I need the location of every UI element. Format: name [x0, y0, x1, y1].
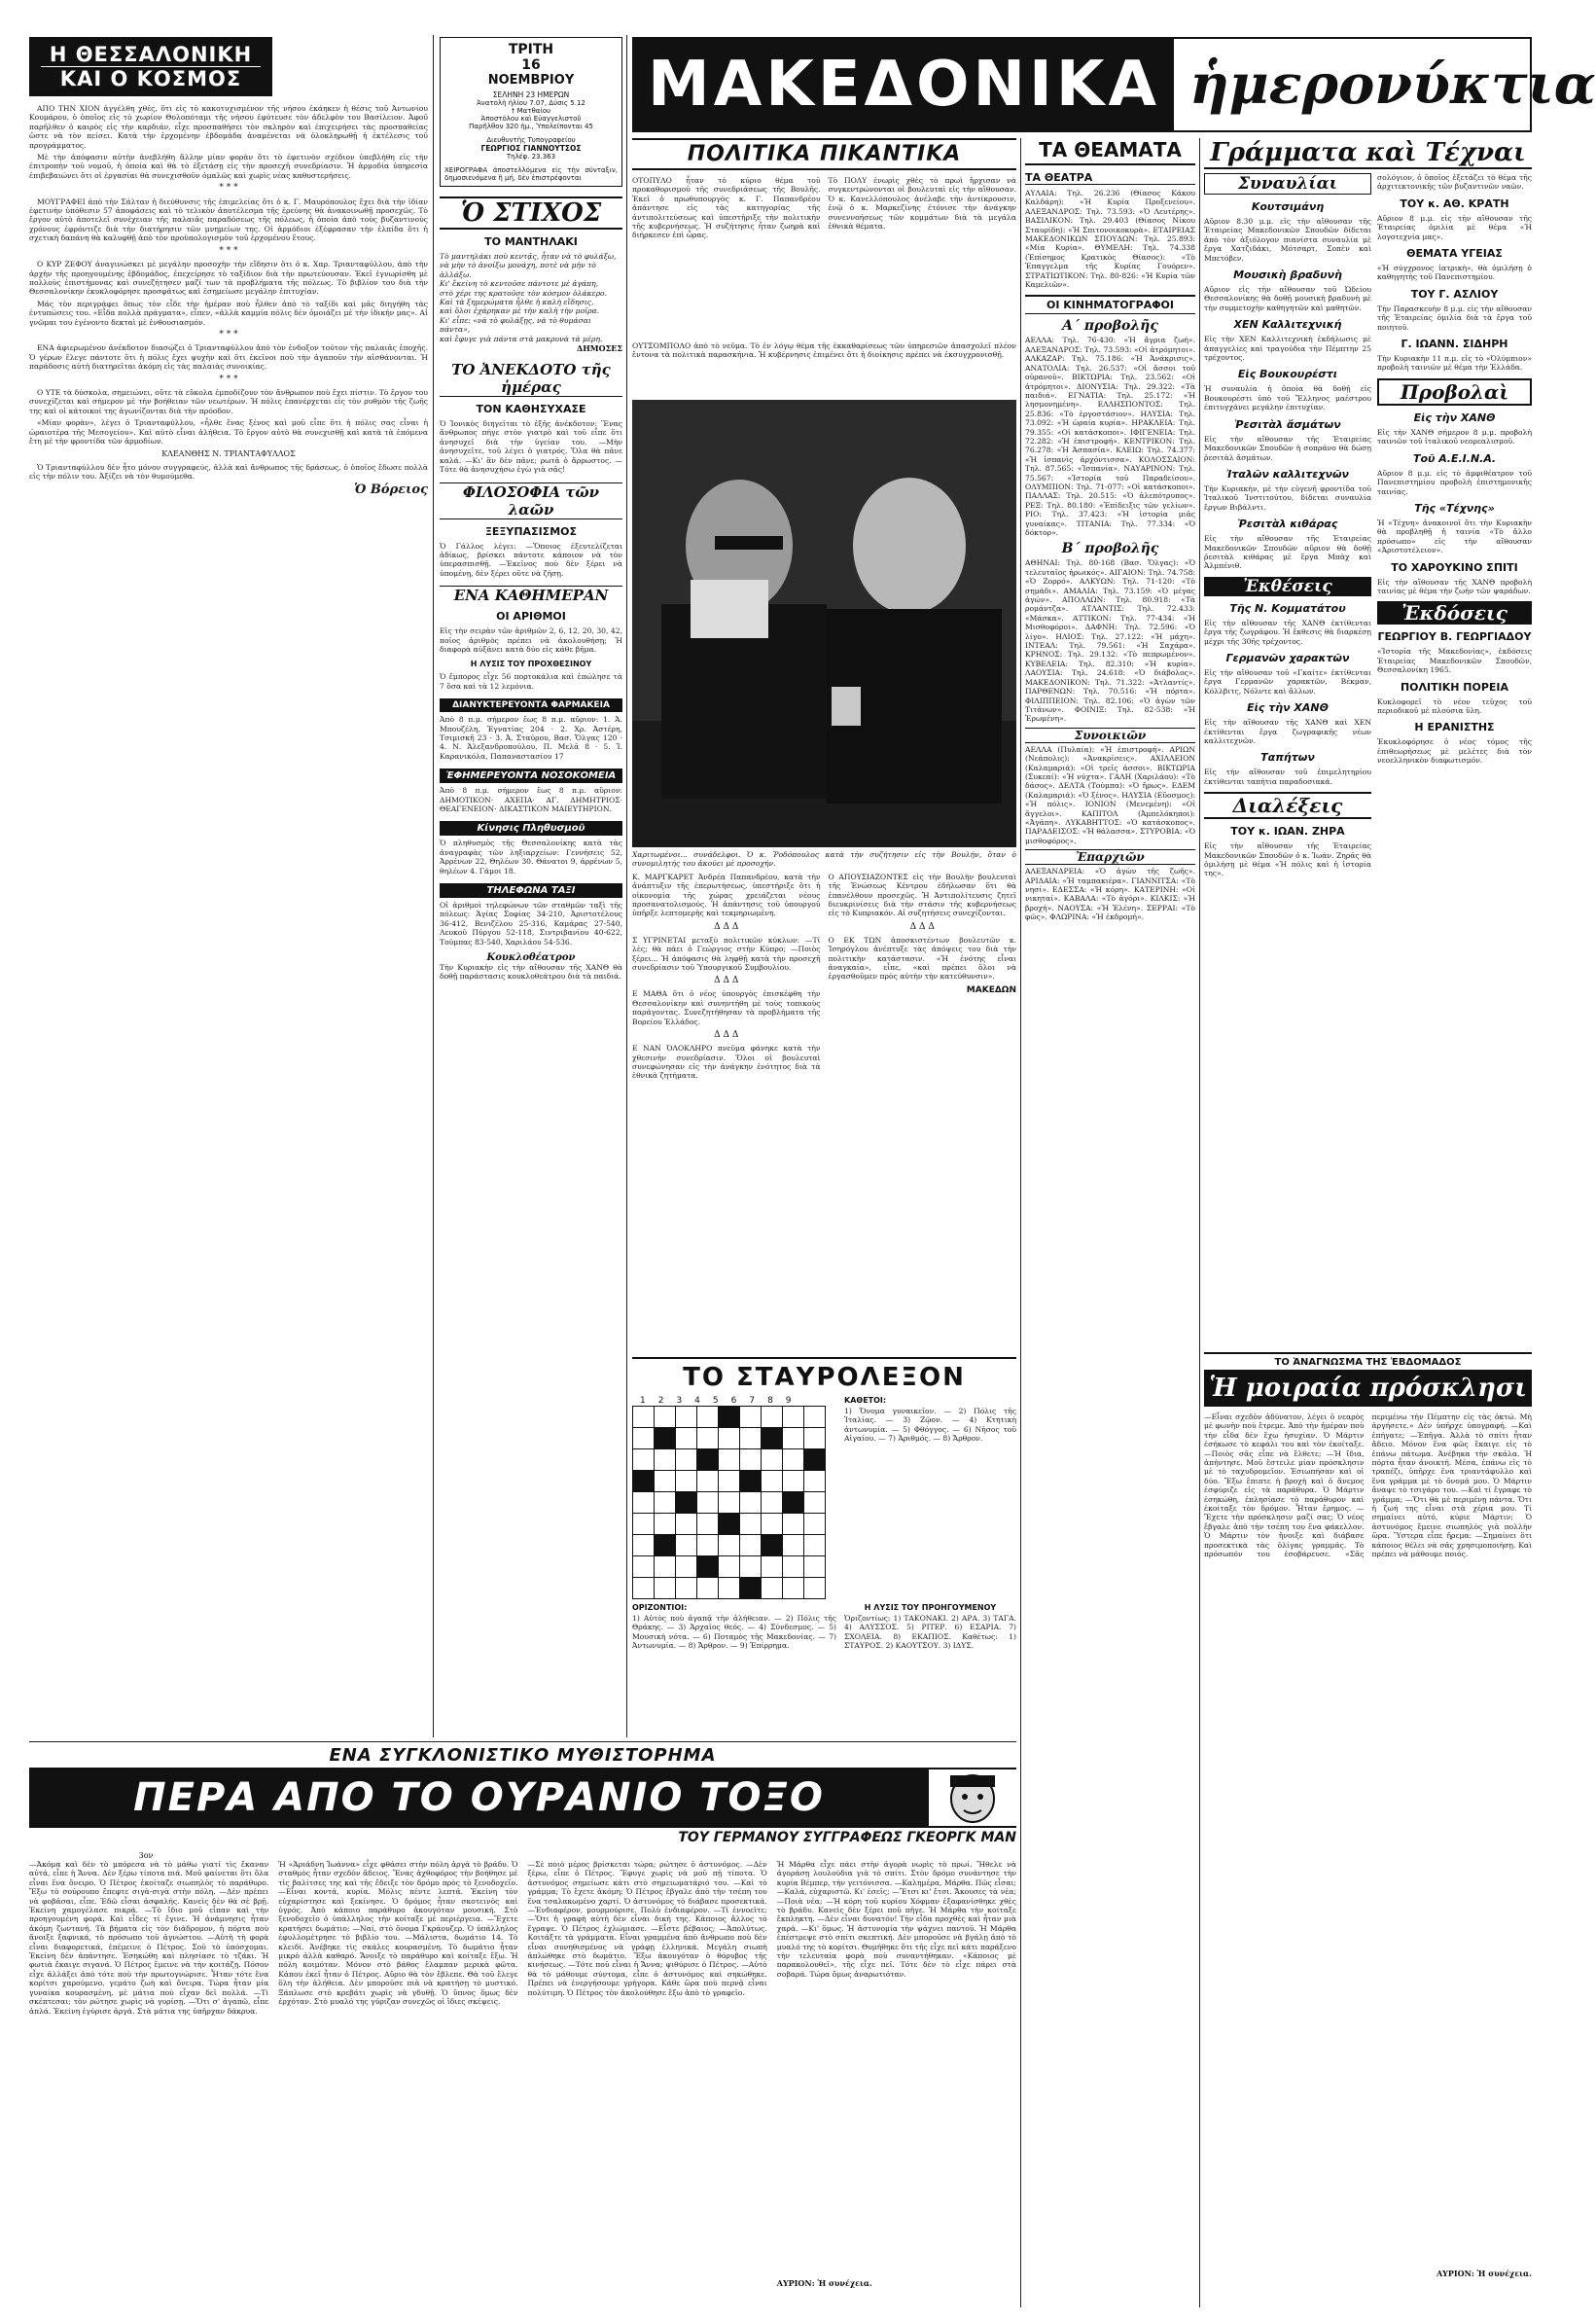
divider-stars: * * *	[219, 183, 238, 194]
farmakeia-heading: ΔΙΑΝΥΚΤΕΡΕΥΟΝΤΑ ΦΑΡΜΑΚΕΙΑ	[440, 698, 622, 712]
p4-heading: ΤΟ ΧΑΡΟΥΚΙΝΟ ΣΠΙΤΙ	[1391, 560, 1518, 574]
theatres-list: ΑΥΛΑΙΑ: Τηλ. 26.236 (Θίασος Κάκου Καλδάρη): «Ἡ Κυρία Προξενείου». ΑΛΕΞΑΝΔΡΟΣ: Τηλ. 73.593: «Ὁ Λευτέρης». ΒΑΣΙΛΙΚΟΝ: Τηλ. 29.403 (Θίασος Νίκου Σταυρίδη): «Ἡ Σπιτονοικοκυρὰ». ΕΤΑΙΡΕΙΑΣ ΜΑΚΕΔΟΝΙΚΩΝ ΣΠΟΥΔΩΝ: Τηλ. 25.893: «Μία Κυρία». ΘΥΜΕΛΗ: Τηλ. 74.338 (Ἐπίσημος Κρατικὸς Θίασος): «Τὸ Ἐπαγγελμα τῆς Κυρίας Γουόρεν». ΣΤΡΑΤΙΩΤΙΚΟΝ: Τηλ. 80-826: «Ἡ Κυρία τῶν Καμελιῶν».	[1025, 189, 1195, 290]
director-label: Διευθυντὴς Τυπογραφείου	[486, 136, 576, 144]
synaulies-heading: Συναυλίαι	[1204, 173, 1371, 195]
crossword-grid-wrap	[632, 1396, 836, 1599]
ektheseis-heading: Ἐκθέσεις	[1204, 577, 1371, 596]
first-run-heading: Α΄ προβολῆς	[1062, 318, 1158, 335]
s3-heading: ΧΕΝ Καλλιτεχνική	[1233, 318, 1342, 332]
e2-heading: Γερμανῶν χαρακτῶν	[1225, 651, 1350, 664]
column-rule	[626, 35, 627, 1737]
c4-h4: Γ. ΙΩΑΝΝ. ΣΙΔΗΡΗ	[1401, 338, 1508, 351]
c4-h3: ΤΟΥ Γ. ΑΣΛΙΟΥ	[1410, 287, 1499, 301]
anekdoto-subheading: ΤΟΝ ΚΑΘΗΣΥΧΑΣΕ	[476, 403, 586, 416]
crossword-solution: Ὁριζοντίως: 1) ΤΑΚΟΝΑΚΙ. 2) ΑΡΑ. 3) ΤΑΓΑ. 4) ΑΛΥΣΣΟΣ. 5) ΡΙΤΕΡ. 6) ΕΣΑΡΙΑ. 7) ΣΧΟΛΕΙΑ. 8) ΕΚΑΠΙΟΣ. Καθέτως: 1) ΣΤΑΥΡΟΣ. 2) ΚΑΟΥΤΣΟΥ. 3) ΙΔΥΣ.	[844, 1614, 1016, 1651]
date-sun: Ἀνατολὴ ἡλίου 7.07, Δύσις 5.12	[477, 99, 585, 107]
thessaloniki-p1: ΑΠΟ ΤΗΝ ΧΙΟΝ ἀγγέλθη χθές, ὅτι εἰς τὸ κακοτυχισμένον τῆς νήσου ἐκάηκεν ἡ θέσις τοῦ Ἀντωνίου Κουμάρου, ὁ ὁποῖος εἰς τὸ χωρίον Θολοπόταμι τῆς νήσου ἐφύτευσε τὸν ἀδελφὸν του Βασίλειον. Ἀφοῦ παρῆλθεν ὁ καιρὸς εἰς τὴν καρδιάν, εἶχε προσπαθήσει τὸν σκληρὸν καὶ ἐπιχειρήσει τὰς προσπαθείας ὥστε νὰ τὸν πείσει. Κατὰ τὴν ἐρχομένην ἑβδομάδα ἀναμένεται νὰ ὁλοκληρωθῇ ἡ ἐκτέλεσις τοῦ προγράμματος.	[29, 104, 428, 150]
serial-col-4: Ἡ Μάρθα εἶχε πάει στὴν ἀγορὰ νωρὶς τὸ πρωί. Ἤθελε νὰ ἀγοράσῃ λουλούδια γιὰ τὸ σπίτι. Στὸν δρόμο συνάντησε τὴν κυρία Βέμπερ, τὴν γειτόνισσα. —Καλημέρα, Μάρθα. Πῶς εἶσαι; —Καλά, εὐχαριστῶ. Κι' ἐσεῖς; —Ἔτσι κι' ἔτσι. Ἄκουσες τὰ νέα; —Ποιὰ νέα; —Ἡ κόρη τοῦ κυρίου Χόφμαν ἐξαφανίσθηκε χθὲς τὸ βράδυ. Κανεὶς δὲν ξέρει ποῦ πῆγε. Ἡ Μάρθα τὴν κοίταξε ἔκπληκτη. —Δὲν εἶναι δυνατόν! Τὴν εἶδα προχθὲς καὶ ἦταν μιὰ χαρά. —Κι' ὅμως. Ἡ ἀστυνομία τὴν ψάχνει παντοῦ. Ἡ Μάρθα ἐπέστρεψε στὸ σπίτι σκεπτική. Δὲν μποροῦσε νὰ βγάλῃ ἀπὸ τὸ μυαλό της τὸ κορίτσι. Θυμήθηκε ὅτι τῆς εἶχε πεῖ κάτι παράξενο τὴν τελευταία φορὰ ποὺ συναντήθηκαν. «Κάποιος μὲ παρακολουθεῖ», τῆς εἶχε πεῖ. Τότε δὲν τὸ εἶχε πάρει στὰ σοβαρά. Τώρα ὅμως ἀναρωτιόταν.	[776, 1860, 1016, 1979]
thessaloniki-author: Ὁ Βόρειος	[354, 482, 428, 497]
column-rule	[1020, 138, 1021, 2307]
politika-low-right: Ο ΑΠΟΥΣΙΑΖΟΝΤΕΣ εἰς τὴν Βουλὴν βουλευταὶ τῆς Ἑνώσεως Κέντρου ἐδήλωσαν ὅτι θὰ ἐπανέλθουν προσεχῶς. Ἡ Ἀντιπολίτευσις ζητεῖ διευκρινίσεις διὰ τὴν στάσιν τῆς κυβερνήσεως εἰς τὸ Κυπριακόν. Αἱ συζητήσεις συνεχίζονται.	[828, 872, 1016, 918]
c4-2: «Ἡ σύγχρονος ἰατρικὴ», θὰ ὁμιλήσῃ ὁ καθηγητὴς τοῦ Πανεπιστημίου.	[1377, 264, 1532, 282]
s2-heading: Μουσικὴ βραδυνὴ	[1233, 268, 1342, 282]
anagnosma-text: —Εἶναι σχεδὸν ἀδύνατον, λέγει ὁ νεαρὸς μὲ φωνὴν ποὺ ἔτρεμε. Ἀπὸ τὴν ἡμέραν ποὺ τὴν εἶδα δὲν ἔχω ἡσυχίαν. Ὁ Μάρτιν ἐσήκωσε τὸ κεφάλι του καὶ τὸν ἐκοίταξε. —Ποιὸς σᾶς εἶπε νὰ ἔλθετε; —Ἡ ἴδια, ἀπήντησε. Μοῦ ἔστειλε μίαν πρόσκλησιν μὲ τὸ ταχυδρομεῖον. Ἐσιωπήσαν καὶ οἱ δύο. Ἔξω ἔπιπτε ἡ βροχὴ καὶ ὁ ἄνεμος ἐσφύριζε εἰς τὰ παράθυρα. Ὁ Μάρτιν ἐσηκώθη, ἐπλησίασε τὸ παράθυρον καὶ ἐκοίταξε τὸν δρόμον. Ἦταν ἔρημος. —Ἔχετε τὴν πρόσκλησιν μαζί σας; Ὁ νέος ἔβγαλε ἀπὸ τὴν τσέπη του ἕνα φάκελλον. Ὁ Μάρτιν τὸν ἤνοιξε καὶ διάβασε προσεκτικὰ τὰς ὀλίγας γραμμάς. Τὸ πρόσωπόν του ἐσοβάρευσε. «Σᾶς περιμένω τὴν Πέμπτην εἰς τὰς ὀκτώ. Μὴ ἀργήσετε.» Δὲν ὑπῆρχε ὑπογραφή. —Καὶ ἐπήγατε; —Ἐπῆγα. Ἀλλὰ τὸ σπίτι ἦταν ἄδειο. Μόνον ἕνα φῶς ἔκαιγε εἰς τὸ ἐπάνω πάτωμα. Ἀνέβηκα τὴν σκάλα. Ἡ πόρτα ἦταν ἀνοικτή. Μέσα, ἐπάνω εἰς τὸ τραπέζι, ὑπῆρχε ἕνα τριαντάφυλλο καὶ ἕνα γράμμα μὲ τὸ ὄνομά μου. Ὁ Μάρτιν ἄναψε τὸ τσιγάρο του. —Καὶ τί ἔγραφε τὸ γράμμα; —Ὅτι θὰ μὲ περιμένῃ πάντα. Ὅτι ἡ ζωή της εἶναι στὰ χέρια μου. Τί σημαίνει αὐτό, κύριε Μάρτιν; Ὁ ἀστυνόμος ἔμεινε σιωπηλὸς γιὰ πολλὴν ὥρα. Ὕστερα εἶπε ἤρεμα: —Σημαίνει ὅτι κάποιος θέλει νὰ σᾶς χρησιμοποιήσῃ. Καὶ πρέπει νὰ μάθουμε ποιός.	[1204, 1412, 1532, 1559]
thessaloniki-p6: ΕΝΑ ἀφιερωμένον ἀνέκδοτον διασῴζει ὁ Τριανταφύλλου ἀπὸ τὸν ἐνδοξον τούτον τῆς παλαιᾶς ἐποχῆς. Ὁ γέρων ἔλεγε πάντοτε ὅτι ἡ πόλις ἔχει ψυχὴν καὶ ὅτι ἐκεῖνοι ποὺ τὴν ἀγαποῦν τὴν αἰσθάνονται. Ἡ παράδοσις αὐτὴ διατηρεῖται ἀκόμη εἰς τὰς παλαιὰς συνοικίας.	[29, 343, 428, 372]
s7-heading: Ῥεσιτὰλ κιθάρας	[1237, 518, 1338, 531]
cinemas-heading: ΟΙ ΚΙΝΗΜΑΤΟΓΡΑΦΟΙ	[1025, 295, 1195, 314]
date-line5: Παρῆλθον 320 ἡμ., Ὑπολείπονται 45	[469, 123, 593, 130]
crossword-vertical-title: ΚΑΘΕΤΟΙ:	[844, 1396, 887, 1405]
filosofia-subheading: ΞΕΞΥΠΑΣΙΣΜΟΣ	[484, 524, 578, 538]
thessaloniki-p2: Μὲ τὴν ἀπόφασιν αὐτὴν ἀνεβλήθη ἄλλην μίαν φορὰν ὅτι τὸ ἐφετινὸν σχέδιον ὑπεβλήθη εἰς τὴν ἐπιτροπὴν τοῦ νομοῦ, ἡ ὁποία καὶ θὰ τὸ ἐξετάσῃ εἰς τὴν προσεχῆ συνεδρίασιν. Ἡ ἀρμοδία ὑπηρεσία ἐπιβεβαιώνει ὅτι οἱ ἐργασίαι θὰ συνεχισθοῦν ὁμαλῶς καὶ χωρὶς νέας καθυστερήσεις.	[29, 153, 428, 180]
p2-text: Αὔριον 8 μ.μ. εἰς τὸ ἀμφιθέατρον τοῦ Πανεπιστημίου προβολὴ ἐπιστημονικῆς ταινίας.	[1377, 468, 1532, 496]
s6-heading: Ἰταλῶν καλλιτεχνῶν	[1225, 467, 1350, 481]
crossword-horizontal-clues: 1) Αὐτὸς ποὺ ἀγαπᾷ τὴν ἀλήθειαν. — 2) Πόλις τῆς Θράκης. — 3) Ἀρχαῖος θεός. — 4) Σύνδεσμος. — 5) Μουσικὴ νότα. — 6) Ποταμὸς τῆς Μακεδονίας. — 7) Ἀντωνυμία. — 8) Ἄρθρον. — 9) Ἐπίρρημα.	[632, 1614, 836, 1651]
photo-caption: Χαριτωμένοι... συνάδελφοι. Ὁ κ. Ῥοδόπουλος κατὰ τὴν συζήτησιν εἰς τὴν Βουλήν, ὅταν ὁ συνομιλητής του ἀκούει μὲ προσοχήν.	[632, 850, 1016, 869]
e1-text: Εἰς τὴν αἴθουσαν τῆς ΧΑΝΘ ἐκτίθενται ἔργα τῆς ζωγράφου. Ἡ ἔκθεσις θὰ διαρκέσῃ μέχρι τῆς 30ῆς τρέχοντος.	[1204, 618, 1371, 646]
dialexeis-heading: Διαλέξεις	[1204, 792, 1371, 819]
filosofia-heading: ΦΙΛΟΣΟΦΙΑ τῶν λαῶν	[440, 482, 622, 519]
politika-left-text: ΟΤΟΠΥΛΟ ἦταν τὸ κύριο θέμα τοῦ προκαθορισμοῦ τῆς συνεδριάσεως τῆς Βουλῆς. Ἐκεῖ ὁ πρωθυπουργὸς κ. Γ. Παπανδρέου ἀπάντησε εἰς τὰς κατηγορίας τῆς ἀντιπολιτεύσεως καὶ ὑπεστήριξε τὴν πολιτικὴν τῆς κυβερνήσεως. Ἡ συζήτησις ἦταν ζωηρὰ καὶ διήρκεσεν ἐπὶ ὧρας.	[632, 176, 821, 240]
thessaloniki-body	[29, 104, 428, 497]
director-name: ΓΕΩΡΓΙΟΣ ΓΙΑΝΝΟΥΤΣΟΣ	[480, 144, 582, 153]
taxi-text: Οἱ ἀριθμοὶ τηλεφώνων τῶν σταθμῶν ταξὶ τῆς πόλεως: Ἁγίας Σοφίας 34-210, Ἀριστοτέλους 36-412, Βενιζέλου 25-316, Καμάρας 27-540, Λευκοῦ Πύργου 52-118, Σιντριβανίου 40-622, Τούμπας 83-540, Χαριλάου 54-536.	[440, 901, 622, 947]
parliament-photo	[632, 400, 1016, 847]
serial-col-3: —Σὲ ποιὸ μέρος βρίσκεται τώρα; ρώτησε ὁ ἀστυνόμος. —Δὲν ξέρω, εἶπε ὁ Πέτρος. Ἔφυγε χωρὶς νὰ μοῦ πῇ τίποτα. Ὁ ἀστυνόμος σημείωσε κάτι στὸ σημειωματάριό του. —Καὶ τὸ γράμμα; Τὸ ἔχετε ἀκόμη; Ὁ Πέτρος ἔβγαλε ἀπὸ τὴν τσέπη του ἕνα τσαλακωμένο χαρτί. Ὁ ἀστυνόμος τὸ διάβασε προσεκτικά. —Ἐνδιαφέρον, μουρμούρισε. Πολὺ ἐνδιαφέρον. —Τί ἐννοεῖτε; —Ὅτι ἡ γραφὴ αὐτὴ δὲν εἶναι δική της. Κάποιος ἄλλος τὸ ἔγραψε. Ὁ Πέτρος ἐχλώμιασε. —Εἶστε βέβαιος; —Ἀπολύτως. Κοιτάξτε τὰ γράμματα. Εἶναι γραμμένα ἀπὸ ἄνθρωπο ποὺ δὲν εἶναι συνηθισμένος νὰ γράφῃ ἑλληνικά. Μεγάλη σιωπὴ ἀπλώθηκε στὸ δωμάτιο. Ἔξω ἀκουγόταν ὁ θόρυβος τῆς κινήσεως. —Τότε ποῦ εἶναι ἡ Ἄννα; ψιθύρισε ὁ Πέτρος. —Αὐτὸ θὰ τὸ μάθουμε σύντομα, εἶπε ὁ ἀστυνόμος καὶ σηκώθηκε. Πρέπει νὰ ἐνεργήσουμε γρήγορα. Κάθε ὥρα ποὺ περνᾷ εἶναι πολύτιμη. Ὁ Πέτρος τὸν ἀκολούθησε ἔξω ἀπὸ τὸ γραφεῖο.	[527, 1860, 767, 1997]
anagnosma-kicker: ΤΟ ἈΝΑΓΝΩΣΜΑ ΤΗΣ ἙΒΔΟΜΑΔΟΣ	[1274, 1357, 1462, 1368]
kouklothetro-text: Τὴν Κυριακὴν εἰς τὴν αἴθουσαν τῆς ΧΑΝΘ θὰ δοθῇ παράστασις κουκλοθεάτρου διὰ τὰ παιδιά.	[440, 963, 622, 982]
provinces-list: ΑΛΕΞΑΝΔΡΕΙΑ: «Ὁ ἀγὼν τῆς ζωῆς». ΑΡΙΔΑΙΑ: «Ἡ ταμπακιέρα». ΓΙΑΝΝΙΤΣΑ: «Τὸ νησί». ΕΔΕΣΣΑ: «Ἡ κόρη». ΚΑΤΕΡΙΝΗ: «Οἱ νικηταί». ΚΑΒΑΛΑ: «Τὸ ἀγόρι». ΚΙΛΚΙΣ: «Ἡ βροχή». ΝΑΟΥΣΑ: «Ἡ Ἐλένη». ΣΕΡΡΑΙ: «Τὸ φῶς». ΦΛΩΡΙΝΑ: «Ἡ ἐκδρομή».	[1025, 867, 1195, 922]
column-rule	[433, 35, 434, 1737]
s6-text: Τὴν Κυριακὴν, μὲ τὴν εὐγενῆ φροντίδα τοῦ Ἰταλικοῦ Ἰνστιτούτου, δίδεται συναυλία ἔργων Βιβάλντι.	[1204, 483, 1371, 512]
crossword-vertical-clues: 1) Ὄνομα γυναικεῖον. — 2) Πόλις τῆς Ἰταλίας. — 3) Ζῷον. — 4) Κτητικὴ ἀντωνυμία. — 5) Φθόγγος. — 6) Νῆσος τοῦ Αἰγαίου. — 7) Ἀριθμός. — 8) Ἄρθρον.	[844, 1407, 1016, 1444]
stichos-heading: Ὁ ΣΤΙΧΟΣ	[440, 197, 622, 230]
s3-text: Εἰς τὴν ΧΕΝ Καλλιτεχνικὴ ἐκδήλωσις μὲ ἀπαγγελίες καὶ τραγούδια τὴν Πέμπτην 25 τρέχοντος.	[1204, 335, 1371, 363]
serial-byline: ΤΟΥ ΓΕΡΜΑΝΟΥ ΣΥΓΓΡΑΦΕΩΣ ΓΚΕΟΡΓΚ ΜΑΝ	[678, 1830, 1016, 1845]
suburbs-list: ΑΕΛΛΑ (Πυλαία): «Ἡ ἐπιστροφή». ΑΡΙΩΝ (Νεάπολις): «Ἀνακρίσεις». ΑΧΙΛΛΕΙΟΝ (Καλαμαριά): «Οἱ τρεῖς ἀσσοι». ΒΙΚΤΩΡΙΑ (Συκεαί): «Ἡ νύχτα». ΓΑΛΗ (Χαριλάου): «Τὸ δάσος». ΔΕΛΤΑ (Τούμπα): «Ὁ ἥρως». ΕΔΕΜ (Καλαμαριά): «Ὁ ξένος». ΗΛΥΣΙΑ (Εὔοσμος): «Ἡ πόλις». ΙΟΝΙΟΝ (Μενεμένη): «Οἱ ἄγγελοι». ΚΑΠΙΤΟΛ (Ἀμπελόκηποι): «Ἀγάπη». ΛΥΚΑΒΗΤΤΟΣ: «Ὁ κατάσκοπος». ΠΑΡΑΔΕΙΣΟΣ: «Ἡ θάλασσα». ΣΤΥΡΟΒΙΑ: «Ὁ μισθοφόρος».	[1025, 744, 1195, 845]
e4-heading: Ταπήτων	[1260, 751, 1315, 765]
ena-kathimeran-solution: Ὁ ἔμπορος εἶχε 56 πορτοκάλια καὶ ἐπώλησε τὰ 7 ὅσα καὶ τὰ 12 λεμόνια.	[440, 672, 622, 691]
divider-delta: Δ Δ Δ	[714, 1030, 739, 1041]
politika-low-left-3: Ε ΜΑΘΑ ὅτι ὁ νέος ὑπουργὸς ἐπισκέφθη τὴν Θεσσαλονίκην καὶ συνηντήθη μὲ τοὺς τοπικοὺς παράγοντας. Συνεζητήθησαν τὰ προβλήματα τῆς Βορείου Ἑλλάδος.	[632, 989, 821, 1026]
p1-text: Εἰς τὴν ΧΑΝΘ σήμερον 8 μ.μ. προβολὴ ταινιῶν τοῦ ἰταλικοῦ νεορεαλισμοῦ.	[1377, 427, 1532, 447]
kinisi-text: Ὁ πληθυσμὸς τῆς Θεσσαλονίκης κατὰ τὰς ἀναγραφὰς τῶν ληξιαρχείων: Γεννήσεις 52, Ἀρρένων 22, Θηλέων 30. Θάνατοι 9, ἀρρένων 5, θηλέων 4. Γάμοι 18.	[440, 839, 622, 876]
e4-text: Εἰς τὴν αἴθουσαν τοῦ ἐπιμελητηρίου ἐκτίθενται ταπήτια παραδοσιακά.	[1204, 768, 1371, 786]
grammata-heading: Γράμματα καὶ Τέχναι	[1204, 138, 1532, 169]
p2-heading: Τοῦ Α.Ε.Ι.Ν.Α.	[1412, 451, 1497, 465]
s2-text: Αὔριον εἰς τὴν αἴθουσαν τοῦ Ὠδείου Θεσσαλονίκης θὰ δοθῇ μουσικὴ βραδυνὴ μὲ τὴν συμμετοχὴν καθηγητῶν καὶ μαθητῶν.	[1204, 285, 1371, 312]
crossword-horizontal-title: ΟΡΙΖΟΝΤΙΟΙ:	[632, 1603, 688, 1612]
c4-h1: ΤΟΥ κ. ΑΘ. ΚΡΑΤΗ	[1400, 197, 1509, 210]
provinces-heading: Ἐπαρχιῶν	[1025, 849, 1195, 865]
divider-stars: * * *	[219, 245, 238, 256]
ena-kathimeran-text: Εἰς τὴν σειρὰν τῶν ἀριθμῶν 2, 6, 12, 20, 30, 42, ποῖος ἀριθμὸς πρέπει νὰ ἀκολουθήσῃ; Ἡ διαφορὰ αὐξάνει κατὰ δύο εἰς κάθε βῆμα.	[440, 626, 622, 654]
c4-p1: σολόγιον, ὁ ὁποῖος ἐξετάζει τὸ θέμα τῆς ἀρχιτεκτονικῆς τῶν βυζαντινῶν ναῶν.	[1377, 173, 1532, 192]
s1-heading: Κουτσιμάνη	[1251, 200, 1325, 213]
nosokomeia-heading: ἘΦΗΜΕΡΕΥΟΝΤΑ ΝΟΣΟΚΟΜΕΙΑ	[440, 768, 622, 783]
masthead	[632, 37, 1596, 132]
ekdoseis-heading: Ἐκδόσεις	[1377, 601, 1532, 625]
second-run-heading: Β΄ προβολῆς	[1061, 541, 1159, 557]
c4-3: Τὴν Παρασκευὴν 8 μ.μ. εἰς τὴν αἴθουσαν τῆς Ἑταιρείας ὁμιλία διὰ τὰ ἔργα τοῦ ποιητοῦ.	[1377, 304, 1532, 332]
serial-top-rule	[29, 1741, 1016, 1742]
crossword-grid	[632, 1406, 826, 1599]
nosokomeia-text: Ἀπὸ 8 π.μ. σήμερον ἕως 8 π.μ. αὔριον: ΔΗΜΟΤΙΚΟΝ· ΑΧΕΠΑ· ΑΓ. ΔΗΜΗΤΡΙΟΣ· ΘΕΑΓΕΝΕΙΟΝ· ΔΙΚΑΣΤΙΚΟΝ ΜΑΙΕΥΤΗΡΙΟΝ.	[440, 786, 622, 813]
thessaloniki-title-1: Η ΘΕΣΣΑΛΟΝΙΚΗ	[49, 43, 253, 66]
masthead-title: ΜΑΚΕΔΟΝΙΚΑ	[634, 39, 1174, 130]
stichos-poem: Τὸ μαντηλάκι ποὺ κεντᾷς, ἦταν νὰ τὸ φυλάξω, νὰ μὴν τὸ ἀνοίξω μονάχη, ποτὲ νὰ μὴν τὸ ἀλλάξω. Κι' ἔκείνη τὸ κεντοῦσε πάντοτε μὲ ἀγάπη, στὸ χέρι της κρατοῦσε τὸν κόσμον ὁλάκερο. Καὶ τὰ ξημερώματα ἦλθε ἡ καλὴ εἴδησις, καὶ ὅλοι ἐχάρηκαν μὲ τὴν καλὴ τὴν μοῖρα. Κι' εἶπε: «νὰ τὸ φυλάξῃς, νὰ τὸ θυμάσαι πάντα», καὶ ἔφυγε γιὰ πάντα στὰ μακρυνὰ τὰ μέρη.	[440, 252, 617, 343]
director-note: Τηλέφ. 23.363	[506, 153, 556, 161]
e1-heading: Τῆς Ν. Κομματάτου	[1229, 601, 1346, 615]
date-number: 16	[521, 57, 541, 73]
c4-1: Αὔριον 8 μ.μ. εἰς τὴν αἴθουσαν τῆς Ἑταιρείας ὁμιλία μὲ θέμα «Ἡ λογοτεχνία μας».	[1377, 213, 1532, 241]
column-rule	[1199, 138, 1200, 2307]
politika-section	[632, 138, 1016, 1354]
serial-avrion: ΑΥΡΙΟΝ: Ἡ συνέχεια.	[776, 2278, 872, 2288]
k1-heading: ΓΕΩΡΓΙΟΥ Β. ΓΕΩΡΓΙΑΔΟΥ	[1377, 630, 1532, 644]
politika-low-left-4: Ε ΝΑΝ ὈΛΟΚΛΗΡΟ πνεῦμα φάνηκε κατὰ τὴν χθεσινὴν συνεδρίασιν. Ὅλοι οἱ βουλευταὶ συνεφώνησαν εἰς τὴν ἀνάγκην ἑνότητος διὰ τὰ ἐθνικὰ ζητήματα.	[632, 1044, 821, 1081]
s1-text: Αὔριον 8.30 μ.μ. εἰς τὴν αἴθουσαν τῆς Ἑταιρείας Μακεδονικῶν Σπουδῶν δίδεται ἀπὸ τὸν ἀξιόλογον πιανίστα συναυλία μὲ ἔργα Χατζιδάκι, Μότσαρτ, Σοπὲν καὶ Μπετόβεν.	[1204, 217, 1371, 263]
divider-delta: Δ Δ Δ	[714, 921, 739, 932]
serial-section	[29, 1745, 1016, 2309]
date-saint: † Ματθαίου	[511, 107, 551, 115]
date-month: ΝΟΕΜΒΡΙΟΥ	[487, 73, 575, 88]
farmakeia-text: Ἀπὸ 8 π.μ. σήμερον ἕως 8 π.μ. αὔριον: 1. Ἀ. Μπουζέλη, Ἐγνατίας 204 · 2. Χρ. Ἀστέρη, Τσιμισκῆ 23 · 3. Ἀ. Σταύρου, Βασ. Ὄλγας 120 · 4. Ν. Ἀλεξανδροπούλου, Π. Μελᾶ 8 · 5. Ἰ. Καρανικόλα, Παπαναστασίου 17	[440, 715, 622, 761]
politika-low-left-2: Σ ΥΓΡΙΝΕΤΑΙ μεταξὺ πολιτικῶν κύκλων: —Τί λὲς; θὰ πάει ὁ Γεώργιος στὴν Κύπρο; —Ποιὸς ξέρει... Ἡ ἀπόφασις θὰ ληφθῇ κατὰ τὴν προσεχῆ συνεδρίασιν τοῦ Ὑπουργικοῦ Συμβουλίου.	[632, 935, 821, 973]
politika-signature: ΜΑΚΕΔΩΝ	[966, 984, 1016, 995]
provoles-heading: Προβολαὶ	[1377, 378, 1532, 406]
thessaloniki-header	[29, 37, 272, 96]
kouklothetro-heading: Κουκλοθέατρον	[486, 952, 576, 964]
k3-text: Ἐκυκλοφόρησε ὁ νέος τόμος τῆς ἐπιθεωρήσεως μὲ μελέτες διὰ τὸν νεοελληνικὸν διαφωτισμόν.	[1377, 737, 1532, 766]
crossword-heading: ΤΟ ΣΤΑΥΡΟΛΕΞΟΝ	[683, 1363, 966, 1392]
k2-heading: ΠΟΛΙΤΙΚΗ ΠΟΡΕΙΑ	[1400, 680, 1509, 694]
thessaloniki-p3: ΜΟΥΓΡΑΦΕΙ ἀπὸ τὴν Σάλταν ἡ διεύθυνσις τῆς ἐπιμελείας ὅτι ὁ κ. Γ. Μαυρόπουλος ἔχει διὰ τὴν ἰδίαν ἐφετινὴν ὑπόθεσιν 57 ἀποφάσεις καὶ τὸ τελικὸν ἀποτέλεσμα τῆς ἐρεύνης θὰ ἀνακοινωθῇ προσεχῶς. Τὸ ἔργον αὐτὸ ἀποτελεῖ συνέχειαν τῆς παλαιᾶς παραδόσεως τῆς πόλεως, ἡ ὁποία ἀπὸ τοὺς βυζαντινοὺς χρόνους ἐφρόντιζε διὰ τὴν διατήρησιν τῶν μνημείων της. Οἱ ἁρμόδιοι ἐξέφρασαν τὴν ἐλπίδα ὅτι ἡ σχετικὴ δαπάνη θὰ καλυφθῇ ἀπὸ τὸν προϋπολογισμὸν τοῦ ἐρχομένου ἔτους.	[29, 197, 428, 243]
crossword-column-numbers: 123456789	[640, 1396, 804, 1406]
serial-title: ΠΕΡΑ ΑΠΟ ΤΟ ΟΥΡΑΝΙΟ ΤΟΞΟ	[29, 1769, 929, 1826]
serial-col-2: Ἡ «Ἀριάδνη Ἰωάννα» εἶχε φθάσει στὴν πόλη ἀργὰ τὸ βράδυ. Ὁ σταθμὸς ἦταν σχεδὸν ἄδειος. Ἕνας ἀχθοφόρος τὴν βοήθησε μὲ τὶς βαλίτσες της καὶ τῆς ἔδειξε τὸν δρόμο πρὸς τὸ ξενοδοχεῖο. —Εἶναι κοντά, κυρία. Μόλις πέντε λεπτά. Ἐκείνη τὸν εὐχαρίστησε καὶ ξεκίνησε. Ὁ δρόμος ἦταν σκοτεινὸς καὶ ὑγρός. Ἀπὸ κάποιο παράθυρο ἀκουγόταν μουσική. Στὸ ξενοδοχεῖο ὁ ὑπάλληλος τὴν κοίταξε μὲ περιέργεια. —Ἔχετε κρατήσει δωμάτιο; —Ναί, στὸ ὄνομα Γκράουζερ. Ὁ ὑπάλληλος ἐφυλλομέτρησε τὸ βιβλίο του. —Μάλιστα, δωμάτιο 14. Τὸ κλειδί. Ἀνέβηκε τὶς σκάλες κουρασμένη. Τὸ δωμάτιο ἦταν μικρὸ ἀλλὰ καθαρό. Ἄνοιξε τὸ παράθυρο καὶ κοίταξε ἔξω. Ἡ πόλη κοιμόταν. Μόνον στὸ βάθος ἔλαμπαν μερικὰ φῶτα. Κάπου ἐκεῖ ἦταν ὁ Πέτρος. Αὔριο θὰ τὸν ἔβλεπε. Θὰ τοῦ ἔλεγε ὅλη τὴν ἀλήθεια. Δὲν μποροῦσε πιὰ νὰ κρατήσῃ τὸ μυστικό. Ξάπλωσε στὸ κρεβάτι χωρὶς νὰ γδυθῇ. Ὁ ὕπνος ὅμως δὲν ἐρχόταν. Στὸ μυαλό της γύριζαν συνεχῶς οἱ ἴδιες σκέψεις.	[278, 1860, 518, 2007]
date-moon: ΣΕΛΗΝΗ 23 ΗΜΕΡΩΝ	[492, 90, 570, 99]
ena-kathimeran-solution-title: Η ΛΥΣΙΣ ΤΟΥ ΠΡΟΧΘΕΣΙΝΟΥ	[470, 660, 592, 669]
crossword-solution-title: Η ΛΥΣΙΣ ΤΟΥ ΠΡΟΗΓΟΥΜΕΝΟΥ	[864, 1603, 997, 1612]
theamata-column	[1025, 138, 1195, 2307]
first-run-list: ΑΕΛΛΑ: Τηλ. 76-430: «Ἡ ἄγρια ζωή». ΑΛΕΞΑΝΔΡΟΣ: Τηλ. 73.593: «Οἱ ἀτρόμητοι». ΑΛΚΑΖΑΡ: Τηλ. 75.186: «Ἡ Ἀνάκρισις». ΑΝΑΤΟΛΙΑ: Τηλ. 26.537: «Οἱ ἄσσοι τοῦ οὐρανοῦ». ΒΙΚΤΩΡΙΑ: Τηλ. 23.562: «Οἱ ἀτρόμητοι». ΔΙΟΝΥΣΙΑ: Τηλ. 29.322: «Τὰ παιδιά». ΕΓΝΑΤΙΑ: Τηλ. 25.172: «Ἡ λησμονημένη». ΕΛΛΗΣΠΟΝΤΟΣ: Τηλ. 25.836: «Τὸ ἐργοστάσιον». ΗΛΥΣΙΑ: Τηλ. 73.092: «Ἡ ὡραία κυρία». ΗΡΑΚΛΕΙΑ: Τηλ. 79.355: «Οἱ κατάσκοποι». ΙΦΙΓΕΝΕΙΑ: Τηλ. 72.282: «Ἡ ἐπιστροφή». ΚΕΝΤΡΙΚΟΝ: Τηλ. 76.278: «Ἡ Ἀσπασία». ΚΛΕΙΩ: Τηλ. 74.377: «Ἡ ἰσπανὶς ἀρχόντισσα». ΚΟΛΟΣΣΑΙΟΝ: Τηλ. 87.565: «Ἰσπανία». ΝΑΥΑΡΙΝΟΝ: Τηλ. 75.567: «Ἱστορία τοῦ Παραδείσου». ΟΛΥΜΠΙΟΝ: Τηλ. 71-077: «Οἱ κατάσκοποι». ΠΑΛΛΑΣ: Τηλ. 20.515: «Ὁ ἀλεπότρυπος». ΡΕΞ: Τηλ. 80.180: «Ἐπίδειξις τῶν γελίων». ΡΙΟ: Τηλ. 37.423: «Ἡ ἱστορία μιᾶς γυναίκας». ΤΙΤΑΝΙΑ: Τηλ. 77.334: «Ὁ δόκτορ».	[1025, 336, 1195, 537]
c4-h2: ΘΕΜΑΤΑ ΥΓΕΙΑΣ	[1406, 247, 1503, 261]
divider-stars: * * *	[219, 374, 238, 384]
second-run-list: ΑΘΗΝΑΙ: Τηλ. 80-168 (Βασ. Ὄλγας): «Ὁ τελευταῖος ἡρωικός». ΑΙΓΑΙΟΝ: Τηλ. 74.758: «Ὁ Ζορρό». ΑΛΚΥΩΝ: Τηλ. 71-120: «Τὸ σημάδι». ΑΜΑΛΙΑ: Τηλ. 73.159: «Ὁ μέγας ἀγών». ΑΠΟΛΛΩΝ: Τηλ. 80.918: «Τὰ ρομάντζα». ΑΤΛΑΝΤΙΣ: Τηλ. 72.433: «Μάσκα». ΑΤΤΙΚΟΝ: Τηλ. 77-434: «Ἡ Μισθοφόροι». ΔΑΦΝΗ: Τηλ. 72.596: «Ὁ λίγο». ΗΛΙΟΣ: Τηλ. 27.122: «Ἡ μάχη». ΙΝΤΕΑΛ: Τηλ. 79.561: «Ἡ Σαχάρα». ΚΡΗΝΟΣ: Τηλ. 29.132: «Τὸ πεπρωμένον». ΚΥΒΕΛΕΙΑ: Τηλ. 82.310: «Ἡ κυρία». ΛΑΟΥΣΙΑ: Τηλ. 24.618: «Ὁ διάβολος». ΜΑΚΕΔΟΝΙΚΟΝ: Τηλ. 71.322: «Ἀτλαντίς». ΠΑΡΘΕΝΩΝ: Τηλ. 70.516: «Ἡ πόρτα». ΦΙΛΙΠΠΕΙΟΝ: Τηλ. 82.106: «Ὁ ἀγὼν τῶν Τιτάνων». ΦΟΙΝΙΞ: Τηλ. 82-538: «Ἡ Ἐρωμένη».	[1025, 558, 1195, 724]
ena-kathimeran-heading: ΕΝΑ ΚΑΘΗΜΕΡΑΝ	[440, 586, 622, 604]
s4-heading: Εἰς Βουκουρέστι	[1237, 368, 1338, 381]
parliament-photo-figures	[632, 400, 1016, 847]
kinisi-heading: Κίνησις Πληθυσμοῦ	[440, 821, 622, 836]
k1-text: «Ἱστορία τῆς Μακεδονίας», ἐκδόσεις Ἑταιρείας Μακεδονικῶν Σπουδῶν, Θεσσαλονίκη 1965.	[1377, 647, 1532, 675]
d1-text: Εἰς τὴν αἴθουσαν τῆς Ἑταιρείας Μακεδονικῶν Σπουδῶν ὁ κ. Ἰωάν. Ζηρᾶς θὰ ὁμιλήσῃ μὲ θέμα «Ἡ πόλις καὶ ἡ ἱστορία της».	[1204, 841, 1371, 878]
stichos-subheading: ΤΟ ΜΑΝΤΗΛΑΚΙ	[484, 235, 578, 248]
divider-stars: * * *	[219, 329, 238, 340]
filosofia-text: Ὁ Γάλλος λέγει: —Ὅποιος ἐξευτελίζεται ἀδίκως, βρίσκει πάντοτε κάποιον νὰ τὸν ὑπερασπισθῇ. —Ἐκεῖνος ποὺ δὲν ξέρει νὰ ὑπομένῃ, δὲν ξέρει οὔτε νὰ ζήσῃ.	[440, 541, 622, 578]
s5-text: Εἰς τὴν αἴθουσαν τῆς Ἑταιρείας Μακεδονικῶν Σπουδῶν ἡ σοπράνο θὰ δώσῃ ῥεσιτὰλ ἄσμάτων.	[1204, 434, 1371, 462]
thessaloniki-signature: ΚΛΕΑΝΘΗΣ Ν. ΤΡΙΑΝΤΑΦΥΛΛΟΣ	[161, 449, 296, 459]
date-column	[440, 37, 622, 1734]
suburbs-heading: Συνοικιῶν	[1025, 728, 1195, 743]
c4-4: Τὴν Κυριακὴν 11 π.μ. εἰς τὸ «Ὀλύμπιον» προβολὴ ταινιῶν μὲ θέμα τὴν Ἑλλάδα.	[1377, 354, 1532, 373]
k2-text: Κυκλοφορεῖ τὸ νέον τεῦχος τοῦ περιοδικοῦ μὲ πλούσια ὕλη.	[1377, 697, 1532, 715]
p1-heading: Εἰς τὴν ΧΑΝΘ	[1413, 411, 1496, 424]
d1-heading: ΤΟΥ κ. ΙΩΑΝ. ΖΗΡΑ	[1230, 825, 1345, 839]
e3-heading: Εἰς τὴν ΧΑΝΘ	[1247, 701, 1329, 715]
e3-text: Εἰς τὴν αἴθουσαν τῆς ΧΑΝΘ καὶ ΧΕΝ ἐκτίθενται ἔργα ζωγραφικῆς νέων καλλιτεχνῶν.	[1204, 718, 1371, 745]
politika-low-left: Κ. ΜΑΡΓΚΑΡΕΤ Ἀνδρέα Παπανδρέου, κατὰ τὴν ἀνάπτυξιν τῆς ἐπερωτήσεως, ὑπεστήριξε ὅτι ἡ οἰκονομία τῆς χώρας χρειάζεται νέους προσανατολισμούς. Ἡ ἀπάντησις τοῦ ὑπουργοῦ ὑπῆρξε λεπτομερὴς καὶ τεκμηριωμένη.	[632, 872, 821, 918]
anagnosma-section	[1204, 1352, 1532, 2307]
theamata-heading: ΤΑ ΘΕΑΜΑΤΑ	[1025, 138, 1195, 165]
author-portrait-icon	[929, 1769, 1016, 1826]
thessaloniki-p7: Ο ΥΤΕ τὰ δύσκολα, σημειώνει, οὔτε τὰ εὔκολα ἐμποδίζουν τὸν ἄνθρωπον ποὺ ἔχει πίστιν. Τὸ ἔργον του συνεχίζεται καὶ σήμερον μὲ τὴν βοήθειαν τῶν νεωτέρων. Ἡ πόλις ἐπανέρχεται εἰς τὸν ρυθμὸν τῆς ζωῆς της καὶ οἱ κάτοικοί της ἀγωνίζονται διὰ τὴν πρόοδον.	[29, 387, 428, 415]
politika-heading: ΠΟΛΙΤΙΚΑ ΠΙΚΑΝΤΙΚΑ	[632, 138, 1016, 170]
date-day: ΤΡΙΤΗ	[508, 42, 554, 57]
p4-text: Εἰς τὴν αἴθουσαν τῆς ΧΑΝΘ προβολὴ ταινίας μὲ θέμα τὴν ζωὴν τῶν ψαράδων.	[1377, 577, 1532, 595]
serial-kicker: ΕΝΑ ΣΥΓΚΛΟΝΙΣΤΙΚΟ ΜΥΘΙΣΤΟΡΗΜΑ	[329, 1745, 717, 1766]
thessaloniki-p4: Ο ΚΥΡ ΖΕΦΟΥ ἀναγινώσκει μὲ μεγάλην προσοχὴν τὴν εἴδησιν ὅτι ὁ κ. Χαρ. Τριανταφύλλου, ἀπὸ τὴν ἀρχὴν τῆς προηγουμένης ἑβδομάδος, ἐπεχείρησε τὸ ταξίδιον διὰ τὴν πρωτεύουσαν. Ἐκεῖ ἐγνωρίσθη μὲ πολλοὺς ἐπιστήμονας καὶ συνεζήτησεν μαζί των τὰ προβλήματα τῆς πόλεως. Τὸ βιβλίον του διὰ τὴν Θεσσαλονίκην ἐκυκλοφόρησε προσφάτως καὶ ἐσημείωσε μεγάλην ἐπιτυχίαν.	[29, 260, 428, 297]
divider-delta: Δ Δ Δ	[714, 976, 739, 986]
politika-low-right-2: Ο ΕΚ ΤΩΝ ἀποσκιστέντων βουλευτῶν κ. Ἰσηρόγλου ἀνέπτυξε τὰς ἀπόψεις του διὰ τὴν πολιτικὴν κατάστασιν. «Ἡ ἑνότης εἶναι ἀναγκαία», εἶπε, «καὶ πρέπει ὅλοι νὰ ἐργασθοῦμεν πρὸς αὐτὴν τὴν κατεύθυνσιν».	[828, 935, 1016, 982]
politika-mid-text: ΟΥΤΣΟΜΠΟΛΟ ἀπὸ τὸ νεῦμα. Τὸ ἐν λόγῳ θέμα τῆς ἐκκαθαρίσεως τῶν ὑπηρεσιῶν ἀπασχολεῖ πλέον ἔντονα τὰ πολιτικὰ παρασκήνια. Ἡ κυβέρνησις ἐπιμένει ὅτι ἡ διοίκησις πρέπει νὰ ἐκσυγχρονισθῇ.	[632, 341, 1016, 360]
anekdoto-heading: ΤΟ ἈΝΕΚΔΟΤΟ τῆς ἡμέρας	[440, 361, 622, 397]
serial-part: 3ον	[138, 1851, 154, 1860]
taxi-heading: ΤΗΛΕΦΩΝΑ ΤΑΞΙ	[440, 883, 622, 898]
date-box	[440, 37, 622, 187]
s7-text: Εἰς τὴν αἴθουσαν τῆς Ἑταιρείας Μακεδονικῶν Σπουδῶν αὔριον θὰ δοθῇ ῥεσιτὰλ κιθάρας μὲ ἔργα Μπὰχ καὶ Ἀλμπένιθ.	[1204, 534, 1371, 571]
thessaloniki-column	[29, 37, 428, 1734]
s5-heading: Ῥεσιτὰλ ἄσμάτων	[1234, 417, 1341, 431]
thessaloniki-p5: Μάς τὸν περιγράφει ὅπως τὸν εἶδε τὴν ἡμέραν ποὺ ἦλθεν ἀπὸ τὸ ταξίδι καὶ μᾶς διηγήθη τὰς ἐντυπώσεις του. «Εἶδα πολλὰ πράγματα», εἶπεν, «ἀλλὰ καμμία πόλις δὲν ὁμοιάζει μὲ τὴν ἰδικήν μας». Αἱ γνῶμαι του ἐγένοντο δεκταὶ μὲ ἐνθουσιασμόν.	[29, 299, 428, 327]
p3-text: Ἡ «Τέχνη» ἀνακοινοῖ ὅτι τὴν Κυριακὴν θὰ προβληθῇ ἡ ταινία «Τὸ ἄλλο πρόσωπο» εἰς τὴν αἴθουσαν «Ἀριστοτέλειον».	[1377, 518, 1532, 555]
s4-text: Ἡ συναυλία ἡ ὁποία θὰ δοθῇ εἰς Βουκουρέστι ὑπὸ τοῦ Ἕλληνος μαέστρου ἐπιτυγχάνει μεγάλην ἐπιτυχίαν.	[1204, 384, 1371, 412]
thessaloniki-title-2: ΚΑΙ Ο ΚΟΣΜΟΣ	[41, 66, 261, 90]
anekdoto-text: Ὁ Ἰονικὸς διηγεῖται τὸ ἑξῆς ἀνέκδοτον: Ἕνας ἄνθρωπος πήγε στὸν γιατρὸ καὶ τοῦ εἶπε ὅτι ἀνησυχεῖ διὰ τὴν ὑγείαν του. —Μὴν ἀνησυχεῖτε, τοῦ λέγει ὁ γιατρός. Ὅλα θὰ πᾶνε καλά. —Κι' ἂν δὲν πᾶνε; ρωτᾶ ὁ ἄρρωστος. —Τότε θὰ ἀνησυχήσω ἐγὼ γιὰ σᾶς!	[440, 419, 622, 475]
crossword-section	[632, 1357, 1016, 1736]
masthead-subtitle: ἡμερονύκτια	[1188, 53, 1596, 117]
anagnosma-avrion: ΑΥΡΙΟΝ: Ἡ συνέχεια.	[1436, 2269, 1532, 2278]
e2-text: Εἰς τὴν αἴθουσαν τοῦ «Γκαίτε» ἐκτίθενται ἔργα Γερμανῶν χαρακτῶν, Βέκμαν, Κόλλβιτς, Νόλντε καὶ ἄλλων.	[1204, 667, 1371, 696]
manuscripts-note: ΧΕΙΡΟΓΡΑΦΑ ἀποστελλόμενα εἰς τὴν σύνταξιν, δημοσιευόμενα ἢ μή, δὲν ἐπιστρέφονται	[444, 166, 618, 182]
theatres-heading: ΤΑ ΘΕΑΤΡΑ	[1025, 171, 1195, 185]
stichos-author: ΔΗΜΟΣΕΣ	[577, 343, 622, 354]
divider-delta: Δ Δ Δ	[909, 921, 935, 932]
ena-kathimeran-subheading: ΟΙ ΑΡΙΘΜΟΙ	[496, 610, 566, 624]
grammata-section	[1204, 138, 1532, 1349]
thessaloniki-p8: «Μίαν φορὰν», λέγει ὁ Τριανταφύλλου, «ἦλθε ἕνας ξένος καὶ μοῦ εἶπε ὅτι ἡ πόλις σας εἶναι ἡ ὡραιοτέρα τῆς Μεσογείου». Καὶ αὐτὸ εἶναι ἀλήθεια. Τὸ ἔργον αὐτὸ θὰ συνεχισθῇ καὶ κατὰ τὰ ἐπόμενα ἔτη μὲ τὴν φροντίδα τῶν ἁρμοδίων.	[29, 418, 428, 446]
serial-col-1: —Ἀκόμα καὶ δὲν τὸ μπόρεσα νὰ τὸ μάθω γιατί τὶς ἔκαναν αὐτά, εἶπε ἡ Ἄννα. Δὲν ξέρω τίποτα πιά. Μοῦ φαίνεται ὅτι ὅλα εἶναι ἕνα ὄνειρο. Ὁ Πέτρος ἐκοίταζε σιωπηλὸς τὸ παράθυρο. Ἔξω τὸ σούρουπο ἔπεφτε σιγὰ-σιγὰ στὴν πόλη. —Δὲν πρέπει νὰ φοβᾶσαι, εἶπε. Ἐδῶ εἶσαι ἀσφαλής. Κανεὶς δὲν θὰ σὲ βρῇ. Ἐκείνη χαμογέλασε πικρά. —Τὸ ἴδιο μοῦ εἶπαν καὶ τὴν προηγουμένη φορά. Καὶ εἶδες τί ἔγινε. Ἡ ἀνάμνησις ἦταν ἀκόμη ζωντανή. Τὰ βήματα εἰς τὸν διάδρομον, ἡ πόρτα ποὺ ἄνοιξε ξαφνικά, τὸ πρόσωπο τοῦ ἀγνώστου. —Αὐτὴ τὴ φορὰ εἶναι διαφορετικά, ἐπέμεινε ὁ Πέτρος. Σοῦ τὸ ὑπόσχομαι. Ἐκείνη δὲν ἀπάντησε. Ἐσηκώθη καὶ πλησίασε τὸ τζάκι. Ἡ φωτιὰ ἔκαιγε σιγανά. Ὁ Πέτρος ἔμεινε νὰ τὴν κοιτάζῃ. Πόσον εἶχε ἀλλάξει ἀπὸ τότε ποὺ τὴν πρωτογνώρισε. Ἦταν τότε ἕνα κορίτσι χαρούμενο, γεμάτο ζωὴ καὶ ὄνειρα. Τώρα ἦταν μία γυναίκα κουρασμένη, μὲ μάτια ποὺ εἶχαν δεῖ πολλά. —Τί σκέπτεσαι; τὸν ρώτησε χωρὶς νὰ γυρίσῃ. —Ὅτι σ' ἀγαπῶ, εἶπε ἁπλά. Ἐκείνη ἐγύρισε ἀργά. Στὰ μάτια της ὑπῆρχαν δάκρυα.	[29, 1860, 269, 2016]
thessaloniki-p9: Ὁ Τριανταφύλλου δὲν ἦτο μόνον συγγραφεύς, ἀλλὰ καὶ ἄνθρωπος τῆς δράσεως, ὁ ὁποῖος ἔδωσε πολλὰ εἰς τὴν πόλιν του. Ἀξίζει νὰ τὸν θυμούμεθα.	[29, 462, 428, 482]
k3-heading: Η ΕΡΑΝΙΣΤΗΣ	[1414, 721, 1495, 734]
politika-right-text: Τὸ ΠΟΛΥ ἐνωρὶς χθὲς τὸ πρωὶ ἤρχισαν νὰ συγκεντρώνονται οἱ βουλευταὶ εἰς τὴν αἴθουσαν. Ὁ κ. Κανελλόπουλος ἀνέλαβε τὴν ἀντίκρουσιν, ἐνῷ ὁ κ. Μαρκεζίνης ἐτόνισε τὴν ἀνάγκην συνεννοήσεως τῶν κομμάτων διὰ τὰ μεγάλα ἐθνικὰ θέματα.	[828, 176, 1016, 232]
anagnosma-title: Ἡ μοιραία πρόσκλησι	[1204, 1370, 1532, 1407]
p3-heading: Τῆς «Τέχνης»	[1414, 501, 1495, 515]
date-line4: Ἀποστόλου καὶ Εὐαγγελιστοῦ	[480, 115, 582, 123]
